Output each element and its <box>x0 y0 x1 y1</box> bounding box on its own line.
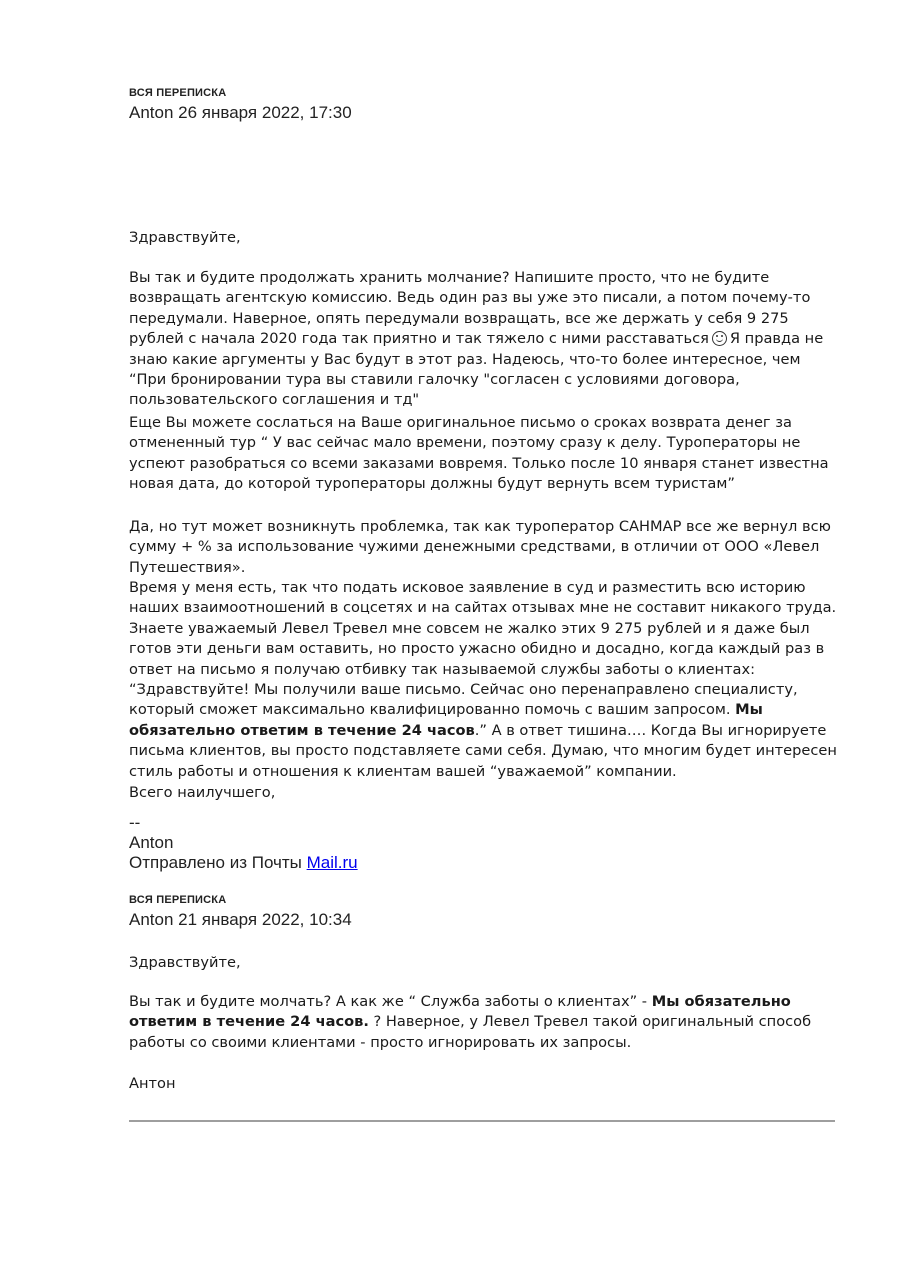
greeting: Здравствуйте, <box>129 229 241 246</box>
closing-text: Всего наилучшего, <box>129 784 276 801</box>
paragraph-text: Я правда не знаю какие аргументы у Вас будут в этот раз. Надеюсь, что-то более интересное, чем “При бронировании тура вы ставили галочку "согласен с условиями договора, пользовательского соглашения и тд" <box>129 330 824 409</box>
sent-from-text: Отправлено из Почты <box>129 853 307 872</box>
mailru-link[interactable]: Mail.ru <box>306 853 358 872</box>
bold-text: Мы обязательно ответим в течение 24 часов. <box>129 993 791 1031</box>
bold-text: Мы обязательно ответим в течение 24 часов <box>129 701 763 739</box>
message-body <box>129 228 839 248</box>
closing <box>129 783 839 803</box>
paragraph-text: .” А в ответ тишина…. Когда Вы игнорируете письма клиентов, вы просто подставляете сами себя. Думаю, что многим будет интересен стиль работы и отношения к клиентам вашей “уважаемой” компании. <box>129 721 837 780</box>
signature-dashes: -- <box>129 813 141 832</box>
signature-sent-from <box>129 853 358 873</box>
paragraph-text: ? Наверное, у Левел Тревел такой оригинальный способ работы со своими клиентами - просто игнорировать их запросы. <box>129 1013 812 1051</box>
paragraph-text: Вы так и будите молчать? А как же “ Служба заботы о клиентах” - <box>129 993 652 1010</box>
paragraph <box>129 268 839 411</box>
message-header: Anton 21 января 2022, 10:34 <box>129 910 352 929</box>
signature <box>129 813 358 873</box>
signature-name: Anton <box>129 833 174 852</box>
paragraph <box>129 992 839 1053</box>
paragraph-text: Вы так и будите продолжать хранить молчание? Напишите просто, что не будите возвращать агентскую комиссию. Ведь один раз вы уже это писали, а потом почему-то передумали. Наверное, опять передумали возвращать, все же держать у себя 9 275 рублей с начала 2020 года так приятно и так тяжело с ними расставаться <box>129 269 811 348</box>
message-body <box>129 953 839 973</box>
paragraph-text: Да, но тут может возникнуть проблемка, так как туроператор САНМАР все же вернул всю сумму + % за использование чужими денежными средствами, в отличии от ООО «Левел Путешествия». <box>129 518 831 576</box>
signoff-text: Антон <box>129 1075 176 1092</box>
paragraph-text: Еще Вы можете сослаться на Ваше оригинальное письмо о сроках возврата денег за отмененный тур “ У вас сейчас мало времени, поэтому сразу к делу. Туроператоры не успеют разобраться со всеми заказами вовремя. Только после 10 января станет известна новая дата, до которой туроператоры должны будут вернуть всем туристам” <box>129 414 829 493</box>
thread-label: ВСЯ ПЕРЕПИСКА <box>129 87 227 99</box>
thread-label: ВСЯ ПЕРЕПИСКА <box>129 894 227 906</box>
paragraph <box>129 413 839 495</box>
smiling-face-icon <box>712 331 727 346</box>
message-header: Anton 26 января 2022, 17:30 <box>129 103 352 122</box>
paragraph-text: Время у меня есть, так что подать исковое заявление в суд и разместить всю историю наших взаимоотношений в соцсетях и на сайтах отзывах мне не составит никакого труда. Знаете уважаемый Левел Тревел мне совсем не жалко этих 9 275 рублей и я даже был готов эти деньги вам оставить, но просто ужасно обидно и досадно, когда каждый раз в ответ на письмо я получаю отбивку так называемой службы заботы о клиентах: “Здравствуйте! Мы получили ваше письмо. Сейчас оно перенаправлено специалисту, который сможет максимально квалифицированно помочь с вашим запросом. <box>129 579 837 719</box>
greeting: Здравствуйте, <box>129 954 241 971</box>
paragraph <box>129 578 839 782</box>
paragraph <box>129 517 839 578</box>
signoff <box>129 1074 839 1094</box>
divider <box>129 1120 835 1122</box>
